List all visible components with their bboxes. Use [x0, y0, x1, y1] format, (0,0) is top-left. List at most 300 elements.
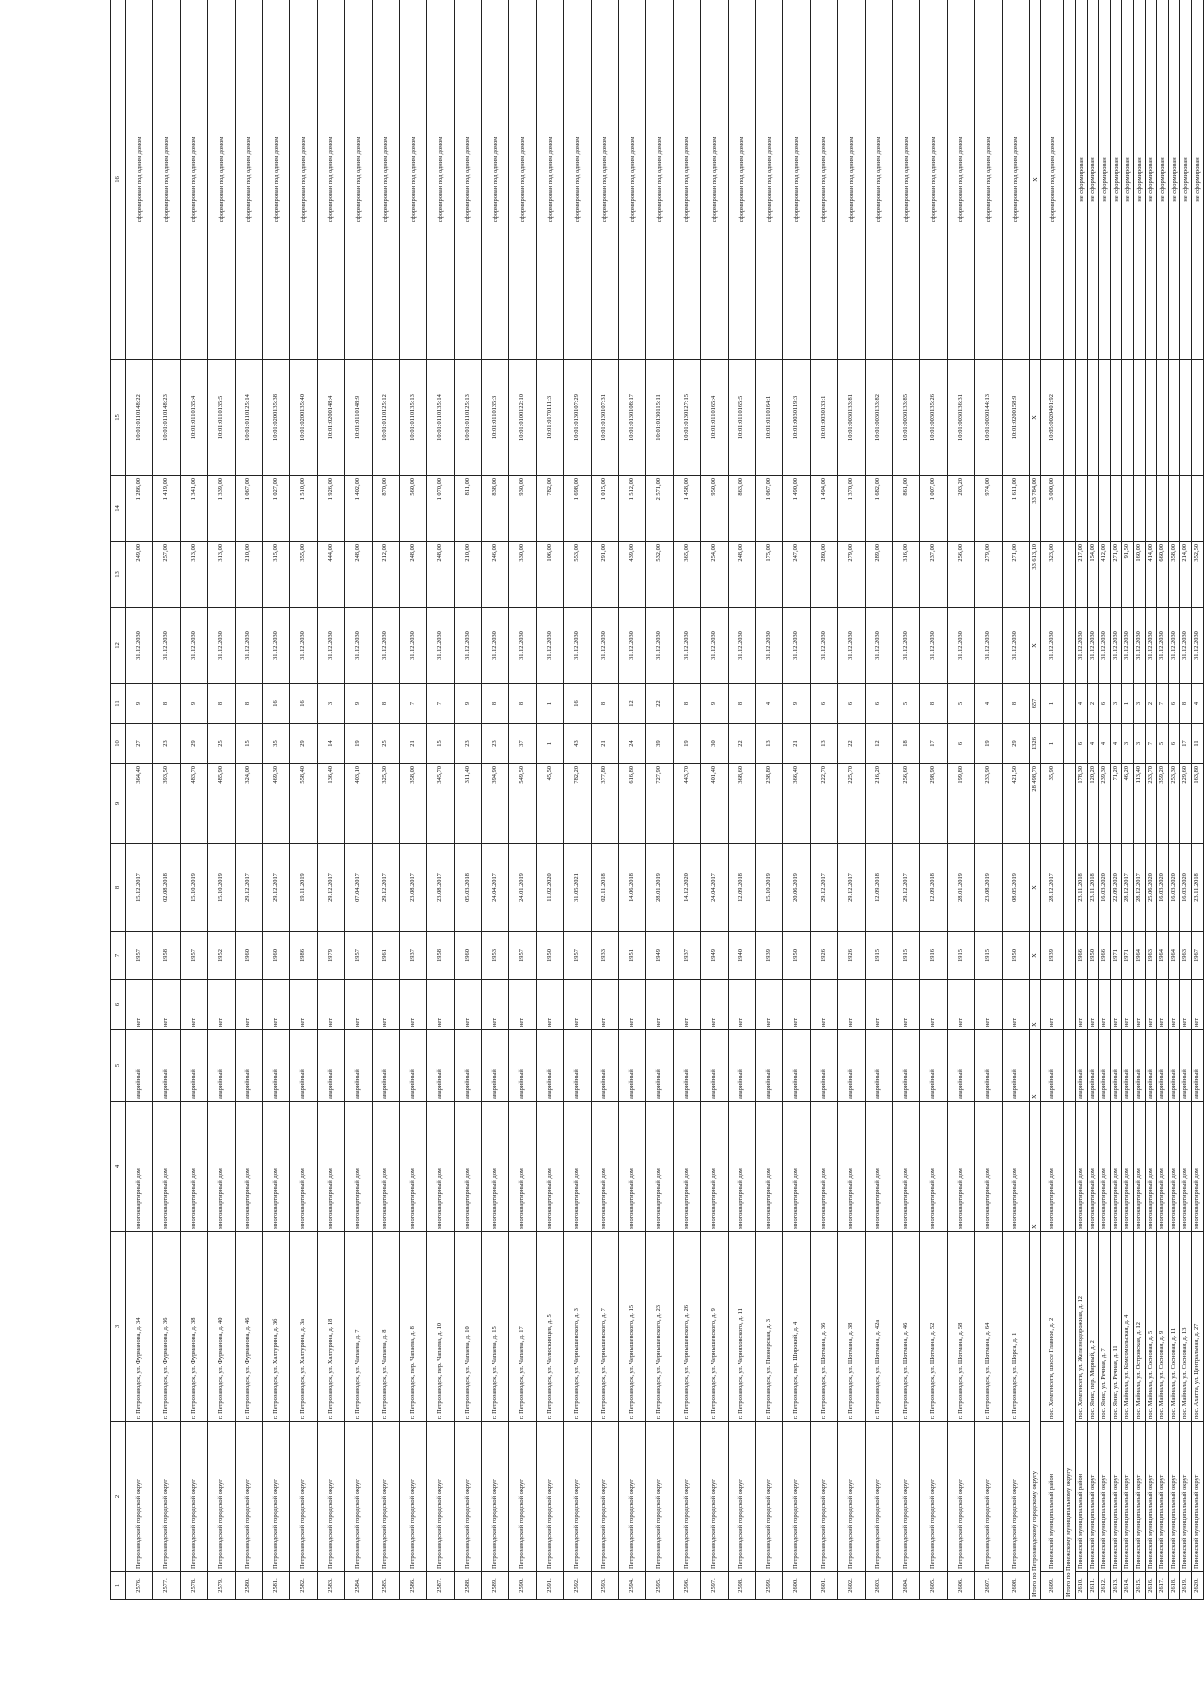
- cell-col-10: 6: [1168, 724, 1180, 764]
- cell-col-10: 37: [509, 724, 536, 764]
- cell-col-10: 30: [701, 724, 728, 764]
- table-row: [673, 0, 700, 1600]
- cell-col-9: 222,70: [810, 764, 837, 844]
- cell-col-1: 2583.: [317, 1572, 344, 1600]
- cell-col-6: нет: [262, 980, 289, 1030]
- cell-col-11: 3: [317, 684, 344, 724]
- cell-col-9: 163,80: [1192, 764, 1204, 844]
- cell-col-1: 2607.: [975, 1572, 1002, 1600]
- cell-col-16: сформирован под одним домом: [701, 0, 728, 360]
- total-c10: 1326: [1029, 724, 1041, 764]
- cell-col-6: нет: [290, 980, 317, 1030]
- cell-col-5: аварийный: [126, 1030, 153, 1102]
- table-row: [454, 0, 481, 1600]
- cell-col-3: г. Петрозаводск, ул. Фурманова, д. 34: [126, 1232, 153, 1422]
- cell-col-3: пос. Янис, ул. Речная, д. 11: [1110, 1232, 1122, 1422]
- cell-col-8: 28.01.2019: [947, 844, 974, 932]
- cell-col-5: аварийный: [1157, 1030, 1169, 1102]
- cell-col-13: 553,00: [564, 542, 591, 608]
- cell-col-6: нет: [509, 980, 536, 1030]
- cell-col-3: г. Петрозаводск, ул. Чернышевского, д. 15: [619, 1232, 646, 1422]
- cell-col-5: аварийный: [153, 1030, 180, 1102]
- cell-col-12: 31.12.2030: [1122, 608, 1134, 684]
- cell-col-1: 2601.: [810, 1572, 837, 1600]
- cell-col-14: [1076, 476, 1088, 542]
- cell-col-6: нет: [126, 980, 153, 1030]
- cell-col-4: многоквартирный дом: [180, 1102, 207, 1232]
- cell-col-10: 23: [482, 724, 509, 764]
- total-c10: [1064, 724, 1076, 764]
- total-c4: [1064, 1102, 1076, 1232]
- cell-col-7: 1958: [153, 932, 180, 980]
- cell-col-5: аварийный: [619, 1030, 646, 1102]
- column-number-13: 13: [111, 542, 126, 608]
- total-c7: [1064, 932, 1076, 980]
- cell-col-4: многоквартирный дом: [865, 1102, 892, 1232]
- total-c14: [1064, 476, 1076, 542]
- cell-col-11: 12: [619, 684, 646, 724]
- cell-col-13: 532,00: [646, 542, 673, 608]
- cell-col-7: 1915: [865, 932, 892, 980]
- cell-col-3: пос. Майнала, ул. Сосновая, д. 5: [1145, 1232, 1157, 1422]
- cell-col-5: аварийный: [1002, 1030, 1029, 1102]
- cell-col-8: 23.11.2018: [1076, 844, 1088, 932]
- cell-col-14: 1 458,00: [673, 476, 700, 542]
- cell-col-2: Петрозаводский городской округ: [920, 1422, 947, 1572]
- cell-col-3: пос. Янис, пер. Мирный, д. 2: [1087, 1232, 1099, 1422]
- cell-col-8: 24.01.2019: [509, 844, 536, 932]
- table-row: [1157, 0, 1169, 1600]
- cell-col-1: 2609.: [1041, 1572, 1064, 1600]
- cell-col-15: 10:01:0200158:9: [1002, 360, 1029, 476]
- total-c9: 28 498,70: [1029, 764, 1041, 844]
- cell-col-14: 1 494,00: [810, 476, 837, 542]
- cell-col-11: 8: [208, 684, 235, 724]
- table-row: [290, 0, 317, 1600]
- cell-col-3: г. Петрозаводск, ул. Фурманова, д. 40: [208, 1232, 235, 1422]
- cell-col-3: пос. Майнала, ул. Сосновая, д. 11: [1168, 1232, 1180, 1422]
- cell-col-5: аварийный: [701, 1030, 728, 1102]
- cell-col-10: 6: [947, 724, 974, 764]
- cell-col-7: 1940: [728, 932, 755, 980]
- cell-col-9: 199,80: [947, 764, 974, 844]
- cell-col-14: 1 341,00: [180, 476, 207, 542]
- cell-col-8: 23.11.2018: [1087, 844, 1099, 932]
- cell-col-12: 31.12.2030: [536, 608, 563, 684]
- cell-col-5: аварийный: [755, 1030, 782, 1102]
- cell-col-16: сформирован под одним домом: [591, 0, 618, 360]
- cell-col-6: нет: [1192, 980, 1204, 1030]
- table-row: [619, 0, 646, 1600]
- cell-col-8: 14.12.2020: [673, 844, 700, 932]
- cell-col-7: 1957: [564, 932, 591, 980]
- cell-col-7: 1966: [1099, 932, 1111, 980]
- cell-col-1: 2619.: [1180, 1572, 1192, 1600]
- cell-col-13: 414,00: [1145, 542, 1157, 608]
- cell-col-7: 1952: [208, 932, 235, 980]
- cell-col-12: 31.12.2030: [728, 608, 755, 684]
- cell-col-15: 10:01:0110125:14: [235, 360, 262, 476]
- cell-col-5: аварийный: [290, 1030, 317, 1102]
- cell-col-12: 31.12.2030: [454, 608, 481, 684]
- cell-col-14: 1 510,00: [290, 476, 317, 542]
- cell-col-5: аварийный: [1192, 1030, 1204, 1102]
- cell-col-14: [1099, 476, 1111, 542]
- cell-col-3: г. Петрозаводск, ул. Чернышевского, д. 3: [564, 1232, 591, 1422]
- cell-col-7: 1960: [262, 932, 289, 980]
- cell-col-9: 46,20: [1122, 764, 1134, 844]
- table-row: [1134, 0, 1146, 1600]
- cell-col-12: 31.12.2030: [947, 608, 974, 684]
- total-c9: [1064, 764, 1076, 844]
- cell-col-14: 1 027,00: [262, 476, 289, 542]
- cell-col-14: 1 015,00: [591, 476, 618, 542]
- cell-col-12: 31.12.2030: [262, 608, 289, 684]
- cell-col-14: 811,00: [454, 476, 481, 542]
- cell-col-13: 330,00: [509, 542, 536, 608]
- cell-col-15: 10:01:0130107:29: [564, 360, 591, 476]
- cell-col-15: 10:05:0020401:92: [1041, 360, 1064, 476]
- cell-col-10: 5: [1157, 724, 1169, 764]
- cell-col-4: многоквартирный дом: [482, 1102, 509, 1232]
- cell-col-10: 4: [1087, 724, 1099, 764]
- cell-col-1: 2616.: [1145, 1572, 1157, 1600]
- cell-col-5: аварийный: [1110, 1030, 1122, 1102]
- cell-col-13: 246,00: [482, 542, 509, 608]
- cell-col-8: 16.03.2020: [1168, 844, 1180, 932]
- cell-col-13: 316,00: [892, 542, 919, 608]
- total-c7: X: [1029, 932, 1041, 980]
- cell-col-3: г. Петрозаводск, ул. Чернышевского, д. 23: [646, 1232, 673, 1422]
- cell-col-4: многоквартирный дом: [399, 1102, 426, 1232]
- cell-col-4: многоквартирный дом: [290, 1102, 317, 1232]
- cell-col-14: 1 419,00: [153, 476, 180, 542]
- cell-col-4: многоквартирный дом: [1087, 1102, 1099, 1232]
- table-row: [262, 0, 289, 1600]
- column-number-6: 6: [111, 980, 126, 1030]
- cell-col-4: многоквартирный дом: [1002, 1102, 1029, 1232]
- cell-col-11: 6: [1099, 684, 1111, 724]
- cell-col-9: 368,60: [728, 764, 755, 844]
- cell-col-14: 1 370,00: [838, 476, 865, 542]
- cell-col-16: сформирован под одним домом: [208, 0, 235, 360]
- cell-col-10: 29: [1002, 724, 1029, 764]
- cell-col-7: 1937: [673, 932, 700, 980]
- cell-col-7: 1926: [810, 932, 837, 980]
- cell-col-13: 214,00: [1180, 542, 1192, 608]
- cell-col-13: 248,00: [345, 542, 372, 608]
- cell-col-1: 2604.: [892, 1572, 919, 1600]
- cell-col-7: 1967: [1192, 932, 1204, 980]
- cell-col-16: не сформирован: [1087, 0, 1099, 360]
- cell-col-15: 10:01:0110135:3: [482, 360, 509, 476]
- cell-col-16: не сформирован: [1122, 0, 1134, 360]
- cell-col-16: сформирован под одним домом: [536, 0, 563, 360]
- cell-col-1: 2579.: [208, 1572, 235, 1600]
- cell-col-9: 394,90: [482, 764, 509, 844]
- cell-col-15: 10:01:0030133:85: [892, 360, 919, 476]
- cell-col-2: Петрозаводский городской округ: [180, 1422, 207, 1572]
- cell-col-16: не сформирован: [1110, 0, 1122, 360]
- cell-col-9: 178,30: [1076, 764, 1088, 844]
- cell-col-16: сформирован под одним домом: [345, 0, 372, 360]
- cell-col-7: 1957: [345, 932, 372, 980]
- cell-col-3: г. Петрозаводск, ул. Шотмана, д. 64: [975, 1232, 1002, 1422]
- cell-col-2: Петрозаводский городской округ: [317, 1422, 344, 1572]
- cell-col-6: нет: [1168, 980, 1180, 1030]
- cell-col-10: 35: [262, 724, 289, 764]
- cell-col-4: многоквартирный дом: [947, 1102, 974, 1232]
- cell-col-2: Пинежский муниципальный округ: [1157, 1422, 1169, 1572]
- cell-col-15: 10:01:0030133:81: [838, 360, 865, 476]
- cell-col-10: 29: [180, 724, 207, 764]
- cell-col-13: 248,00: [399, 542, 426, 608]
- cell-col-2: Петрозаводский городской округ: [947, 1422, 974, 1572]
- cell-col-9: 324,00: [235, 764, 262, 844]
- cell-col-2: Петрозаводский городской округ: [126, 1422, 153, 1572]
- cell-col-7: 1966: [1076, 932, 1088, 980]
- column-number-4: 4: [111, 1102, 126, 1232]
- cell-col-10: 39: [646, 724, 673, 764]
- cell-col-5: аварийный: [509, 1030, 536, 1102]
- cell-col-3: г. Петрозаводск, пер. Широкий, д. 4: [783, 1232, 810, 1422]
- cell-col-6: нет: [482, 980, 509, 1030]
- cell-col-11: 9: [454, 684, 481, 724]
- cell-col-15: 10:01:0030133:82: [865, 360, 892, 476]
- cell-col-14: 3 000,00: [1041, 476, 1064, 542]
- cell-col-6: нет: [947, 980, 974, 1030]
- cell-col-16: сформирован под одним домом: [235, 0, 262, 360]
- cell-col-6: нет: [372, 980, 399, 1030]
- cell-col-12: 31.12.2030: [1180, 608, 1192, 684]
- cell-col-6: нет: [838, 980, 865, 1030]
- cell-col-1: 2596.: [673, 1572, 700, 1600]
- cell-col-12: 31.12.2030: [399, 608, 426, 684]
- cell-col-9: 401,40: [701, 764, 728, 844]
- cell-col-12: 31.12.2030: [235, 608, 262, 684]
- cell-col-8: 02.08.2018: [153, 844, 180, 932]
- cell-col-3: г. Петрозаводск, ул. Пионерская, д. 3: [755, 1232, 782, 1422]
- cell-col-10: 4: [1110, 724, 1122, 764]
- cell-col-16: не сформирован: [1145, 0, 1157, 360]
- cell-col-11: 8: [372, 684, 399, 724]
- cell-col-14: [1122, 476, 1134, 542]
- cell-col-8: 29.12.2017: [892, 844, 919, 932]
- cell-col-3: г. Петрозаводск, ул. Шотмана, д. 58: [947, 1232, 974, 1422]
- total-label: Итого по Петрозаводскому городскому округу: [1029, 1232, 1041, 1600]
- table-row: [1002, 0, 1029, 1600]
- cell-col-12: 31.12.2030: [1002, 608, 1029, 684]
- table-row: [153, 0, 180, 1600]
- cell-col-3: г. Петрозаводск, ул. Чапаева, д. 17: [509, 1232, 536, 1422]
- total-c6: [1064, 980, 1076, 1030]
- cell-col-5: аварийный: [399, 1030, 426, 1102]
- cell-col-1: 2590.: [509, 1572, 536, 1600]
- cell-col-7: 1951: [619, 932, 646, 980]
- cell-col-4: многоквартирный дом: [728, 1102, 755, 1232]
- table-row: [646, 0, 673, 1600]
- cell-col-3: г. Петрозаводск, ул. Шотмана, д. 36: [810, 1232, 837, 1422]
- cell-col-11: 6: [810, 684, 837, 724]
- cell-col-5: аварийный: [865, 1030, 892, 1102]
- cell-col-11: 9: [701, 684, 728, 724]
- cell-col-5: аварийный: [591, 1030, 618, 1102]
- cell-col-9: 233,90: [975, 764, 1002, 844]
- cell-col-11: 6: [1168, 684, 1180, 724]
- cell-col-12: 31.12.2030: [1076, 608, 1088, 684]
- cell-col-7: 1964: [1157, 932, 1169, 980]
- total-c16: [1064, 0, 1076, 360]
- cell-col-3: пос. Хемгенсеги, ул. Железнодорожная, д. 12: [1076, 1232, 1088, 1422]
- cell-col-1: 2587.: [427, 1572, 454, 1600]
- cell-col-16: сформирован под одним домом: [865, 0, 892, 360]
- cell-col-3: г. Петрозаводск, ул. Шотмана, д. 46: [892, 1232, 919, 1422]
- cell-col-11: 9: [783, 684, 810, 724]
- cell-col-6: нет: [755, 980, 782, 1030]
- table-row: [920, 0, 947, 1600]
- cell-col-6: нет: [701, 980, 728, 1030]
- cell-col-16: сформирован под одним домом: [372, 0, 399, 360]
- cell-col-6: нет: [892, 980, 919, 1030]
- cell-col-11: 9: [180, 684, 207, 724]
- cell-col-5: аварийный: [1076, 1030, 1088, 1102]
- cell-col-2: Петрозаводский городской округ: [509, 1422, 536, 1572]
- cell-col-13: 175,00: [755, 542, 782, 608]
- cell-col-11: 8: [235, 684, 262, 724]
- cell-col-15: 10:01:0110135:13: [399, 360, 426, 476]
- cell-col-9: 393,50: [153, 764, 180, 844]
- cell-col-2: Пинежский муниципальный округ: [1192, 1422, 1204, 1572]
- cell-col-13: 289,00: [865, 542, 892, 608]
- cell-col-14: 870,00: [372, 476, 399, 542]
- cell-col-6: нет: [427, 980, 454, 1030]
- cell-col-6: нет: [180, 980, 207, 1030]
- total-c5: [1064, 1030, 1076, 1102]
- cell-col-15: [1122, 360, 1134, 476]
- table-row: [947, 0, 974, 1600]
- cell-col-1: 2593.: [591, 1572, 618, 1600]
- cell-col-3: г. Петрозаводск, пер. Чапаева, д. 8: [399, 1232, 426, 1422]
- cell-col-4: многоквартирный дом: [810, 1102, 837, 1232]
- cell-col-12: 31.12.2030: [810, 608, 837, 684]
- cell-col-8: 15.10.2019: [180, 844, 207, 932]
- cell-col-16: сформирован под одним домом: [783, 0, 810, 360]
- cell-col-9: 483,70: [180, 764, 207, 844]
- cell-col-15: [1134, 360, 1146, 476]
- cell-col-14: 1 682,00: [865, 476, 892, 542]
- cell-col-16: сформирован под одним домом: [317, 0, 344, 360]
- cell-col-8: 15.10.2019: [755, 844, 782, 932]
- total-c15: [1064, 360, 1076, 476]
- table-row: [783, 0, 810, 1600]
- cell-col-8: 28.12.2017: [1134, 844, 1146, 932]
- cell-col-8: 23.08.2017: [427, 844, 454, 932]
- total-c15: X: [1029, 360, 1041, 476]
- total-c11: 657: [1029, 684, 1041, 724]
- cell-col-14: [1168, 476, 1180, 542]
- cell-col-14: 2 571,00: [646, 476, 673, 542]
- cell-col-4: многоквартирный дом: [619, 1102, 646, 1232]
- cell-col-2: Пинежский муниципальный округ: [1145, 1422, 1157, 1572]
- cell-col-5: аварийный: [235, 1030, 262, 1102]
- cell-col-7: 1953: [482, 932, 509, 980]
- cell-col-3: пос. Ахатта, ул. Центральная, д. 27: [1192, 1232, 1204, 1422]
- cell-col-16: не сформирован: [1180, 0, 1192, 360]
- cell-col-4: многоквартирный дом: [345, 1102, 372, 1232]
- cell-col-9: 298,90: [920, 764, 947, 844]
- cell-col-12: 31.12.2030: [701, 608, 728, 684]
- cell-col-2: Петрозаводский городской округ: [372, 1422, 399, 1572]
- cell-col-2: Петрозаводский городской округ: [865, 1422, 892, 1572]
- cell-col-8: 28.01.2019: [646, 844, 673, 932]
- cell-col-3: г. Петрозаводск, ул. Чернышевского, д. 9: [701, 1232, 728, 1422]
- cell-col-9: 35,90: [1041, 764, 1064, 844]
- cell-col-9: 136,40: [317, 764, 344, 844]
- cell-col-14: 861,00: [892, 476, 919, 542]
- cell-col-1: 2582.: [290, 1572, 317, 1600]
- cell-col-5: аварийный: [920, 1030, 947, 1102]
- table-row: [591, 0, 618, 1600]
- cell-col-5: аварийный: [317, 1030, 344, 1102]
- cell-col-14: [1192, 476, 1204, 542]
- cell-col-1: 2614.: [1122, 1572, 1134, 1600]
- column-number-1: 1: [111, 1572, 126, 1600]
- cell-col-5: аварийный: [1134, 1030, 1146, 1102]
- cell-col-6: нет: [536, 980, 563, 1030]
- cell-col-8: 29.12.2017: [810, 844, 837, 932]
- cell-col-7: 1957: [126, 932, 153, 980]
- cell-col-4: многоквартирный дом: [920, 1102, 947, 1232]
- cell-col-9: 727,90: [646, 764, 673, 844]
- cell-col-9: 421,50: [1002, 764, 1029, 844]
- housing-registry-table: [110, 0, 1204, 1600]
- cell-col-10: 25: [372, 724, 399, 764]
- cell-col-11: 4: [1192, 684, 1204, 724]
- cell-col-6: нет: [1110, 980, 1122, 1030]
- cell-col-16: сформирован под одним домом: [180, 0, 207, 360]
- cell-col-9: 229,60: [1180, 764, 1192, 844]
- cell-col-7: 1939: [1041, 932, 1064, 980]
- cell-col-1: 2606.: [947, 1572, 974, 1600]
- cell-col-13: 412,00: [1099, 542, 1111, 608]
- cell-col-13: 237,00: [920, 542, 947, 608]
- cell-col-10: 13: [810, 724, 837, 764]
- cell-col-4: многоквартирный дом: [673, 1102, 700, 1232]
- rotated-page: [110, 0, 1201, 1600]
- cell-col-11: 8: [1002, 684, 1029, 724]
- column-number-7: 7: [111, 932, 126, 980]
- table-row: [399, 0, 426, 1600]
- cell-col-7: 1986: [290, 932, 317, 980]
- cell-col-6: нет: [1157, 980, 1169, 1030]
- table-row: [1145, 0, 1157, 1600]
- column-number-5: 5: [111, 1030, 126, 1102]
- cell-col-2: Петрозаводский городской округ: [783, 1422, 810, 1572]
- table-row: [235, 0, 262, 1600]
- cell-col-11: 16: [564, 684, 591, 724]
- cell-col-6: нет: [1099, 980, 1111, 1030]
- cell-col-14: 1 339,00: [208, 476, 235, 542]
- cell-col-12: 31.12.2030: [126, 608, 153, 684]
- cell-col-10: 15: [235, 724, 262, 764]
- cell-col-1: 2618.: [1168, 1572, 1180, 1600]
- cell-col-10: 4: [1099, 724, 1111, 764]
- cell-col-16: не сформирован: [1192, 0, 1204, 360]
- cell-col-4: многоквартирный дом: [372, 1102, 399, 1232]
- cell-col-13: 106,00: [536, 542, 563, 608]
- cell-col-3: г. Петрозаводск, ул. Халтурина, д. 3а: [290, 1232, 317, 1422]
- cell-col-11: 8: [673, 684, 700, 724]
